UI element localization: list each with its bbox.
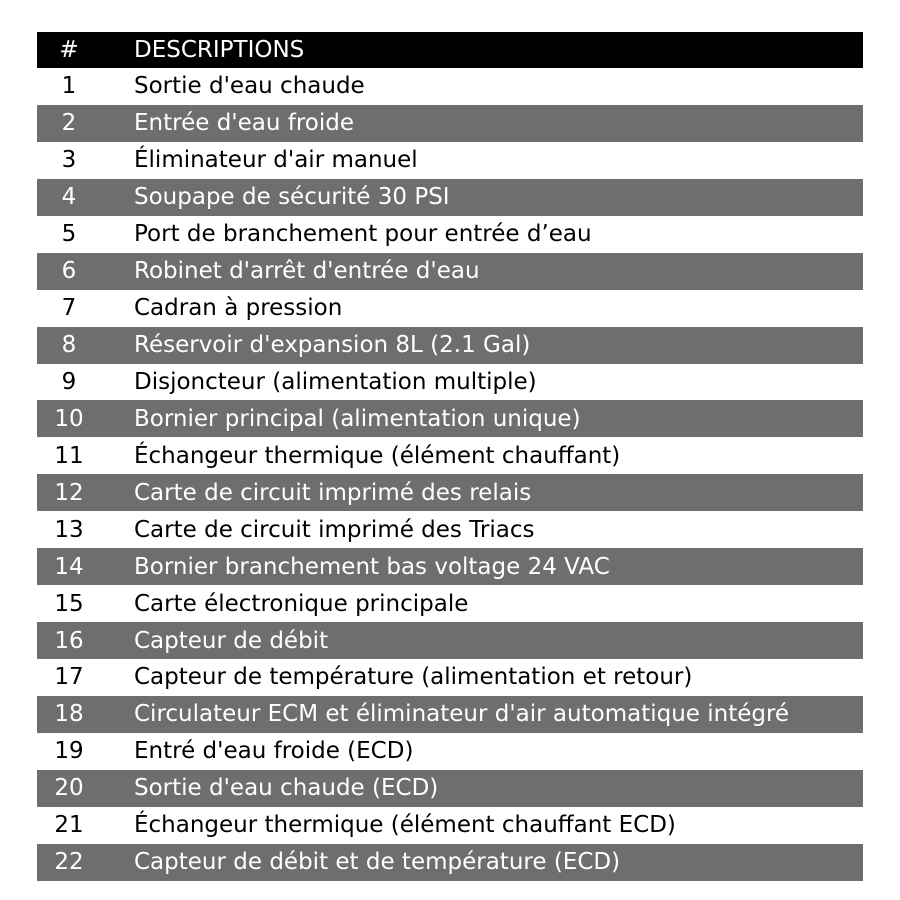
row-number: 18 bbox=[54, 701, 84, 728]
table-row bbox=[37, 105, 863, 142]
row-description: Carte de circuit imprimé des relais bbox=[134, 479, 532, 506]
table-row bbox=[37, 437, 863, 474]
row-description: Bornier branchement bas voltage 24 VAC bbox=[134, 553, 610, 580]
table-row bbox=[37, 770, 863, 807]
row-description: Sortie d'eau chaude bbox=[134, 73, 365, 100]
row-number: 13 bbox=[54, 516, 84, 543]
table-row bbox=[37, 807, 863, 844]
header-descriptions: DESCRIPTIONS bbox=[134, 37, 305, 63]
row-number: 17 bbox=[54, 664, 84, 691]
row-description: Réservoir d'expansion 8L (2.1 Gal) bbox=[134, 332, 531, 359]
row-number: 20 bbox=[54, 775, 84, 802]
row-description: Entré d'eau froide (ECD) bbox=[134, 738, 414, 765]
row-number: 9 bbox=[61, 368, 77, 395]
row-number: 11 bbox=[54, 442, 84, 469]
row-description: Échangeur thermique (élément chauffant) bbox=[134, 442, 621, 469]
row-number: 4 bbox=[61, 184, 77, 211]
row-description: Entrée d'eau froide bbox=[134, 110, 355, 137]
row-number: 3 bbox=[61, 147, 77, 174]
row-description: Capteur de débit bbox=[134, 627, 329, 654]
table-row bbox=[37, 142, 863, 179]
row-number: 10 bbox=[54, 405, 84, 432]
table-row bbox=[37, 327, 863, 364]
row-description: Sortie d'eau chaude (ECD) bbox=[134, 775, 439, 802]
row-number: 1 bbox=[61, 73, 77, 100]
row-number: 21 bbox=[54, 812, 84, 839]
row-number: 6 bbox=[61, 258, 77, 285]
table-header bbox=[37, 32, 863, 68]
row-description: Disjoncteur (alimentation multiple) bbox=[134, 368, 537, 395]
row-number: 16 bbox=[54, 627, 84, 654]
table-row bbox=[37, 400, 863, 437]
table-row bbox=[37, 696, 863, 733]
row-description: Carte de circuit imprimé des Triacs bbox=[134, 516, 535, 543]
row-number: 19 bbox=[54, 738, 84, 765]
table-row bbox=[37, 585, 863, 622]
row-number: 5 bbox=[61, 221, 77, 248]
row-description: Éliminateur d'air manuel bbox=[134, 147, 418, 174]
table-row bbox=[37, 474, 863, 511]
header-number: # bbox=[59, 37, 79, 63]
row-description: Bornier principal (alimentation unique) bbox=[134, 405, 581, 432]
row-number: 7 bbox=[61, 295, 77, 322]
table-row bbox=[37, 179, 863, 216]
table-row bbox=[37, 733, 863, 770]
table-row bbox=[37, 253, 863, 290]
table-row bbox=[37, 622, 863, 659]
row-description: Cadran à pression bbox=[134, 295, 343, 322]
row-number: 22 bbox=[54, 849, 84, 876]
table-row bbox=[37, 548, 863, 585]
row-description: Port de branchement pour entrée d’eau bbox=[134, 221, 592, 248]
row-number: 8 bbox=[61, 332, 77, 359]
table-body bbox=[37, 68, 863, 881]
parts-legend-table bbox=[37, 32, 863, 881]
row-description: Capteur de débit et de température (ECD) bbox=[134, 849, 621, 876]
table-row bbox=[37, 68, 863, 105]
row-description: Échangeur thermique (élément chauffant ECD) bbox=[134, 812, 676, 839]
table-row bbox=[37, 844, 863, 881]
row-description: Capteur de température (alimentation et retour) bbox=[134, 664, 693, 691]
table-row bbox=[37, 290, 863, 327]
row-description: Robinet d'arrêt d'entrée d'eau bbox=[134, 258, 480, 285]
row-description: Soupape de sécurité 30 PSI bbox=[134, 184, 450, 211]
row-number: 15 bbox=[54, 590, 84, 617]
table-row bbox=[37, 364, 863, 401]
row-number: 2 bbox=[61, 110, 77, 137]
table-row bbox=[37, 659, 863, 696]
row-description: Circulateur ECM et éliminateur d'air automatique intégré bbox=[134, 701, 790, 728]
table-row bbox=[37, 511, 863, 548]
table-row bbox=[37, 216, 863, 253]
row-number: 12 bbox=[54, 479, 84, 506]
row-number: 14 bbox=[54, 553, 84, 580]
row-description: Carte électronique principale bbox=[134, 590, 469, 617]
